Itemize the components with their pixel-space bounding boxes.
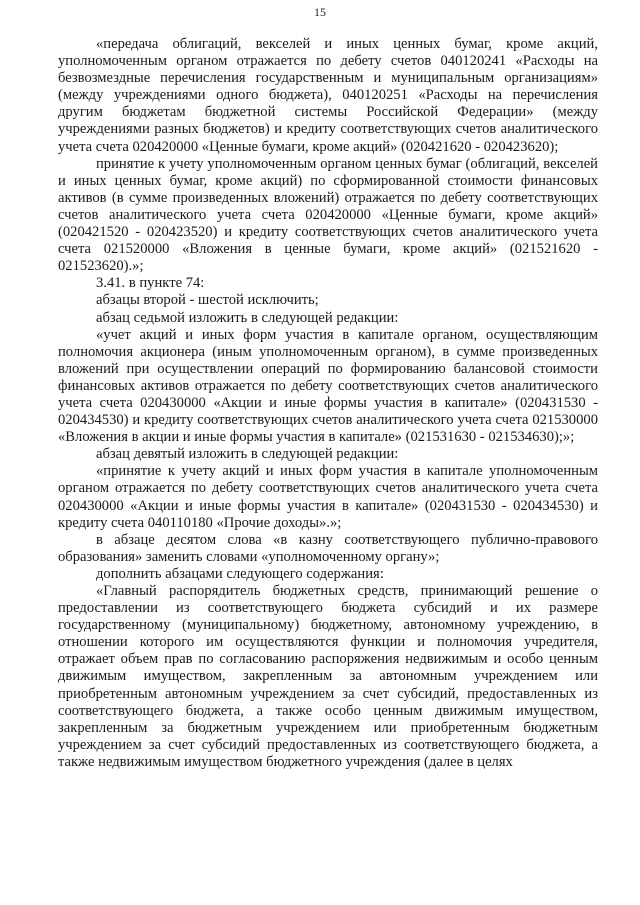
paragraph-item-3-41: 3.41. в пункте 74: <box>96 275 205 292</box>
paragraph-shares-acceptance: «принятие к учету акций и иных форм участия в капитале уполномоченным органом отражается по дебету соответствующих счетов аналитического учета счета 020430000 «Акции и иные формы участия в капитале» (020431530 - 020434530) и кредиту счета 040110180 «Прочие доходы».»; <box>58 463 598 531</box>
paragraph-chief-administrator: «Главный распорядитель бюджетных средств, принимающий решение о предоставлении из соответствующего бюджета субсидий и их размере государственному (муниципальному) бюджетному, автономному учреждению, в отношении которого им осуществляются функции и полномочия учредителя, отражает объем прав по согласованию распоряжения недвижимым и особо ценным движимым имуществом, закрепленным за автономным учреждением или приобретенным автономным учреждением за счет субсидий, предоставленных из соответствующего бюджета, а также особо ценным движимым имуществом, закрепленным за бюджетным учреждением или приобретенным бюджетным учреждением за счет субсидий предоставленных из соответствующего бюджета, а также недвижимым имуществом бюджетного учреждения (далее в целях <box>58 583 598 770</box>
paragraph-add-intro: дополнить абзацами следующего содержания: <box>96 565 384 582</box>
document-body <box>58 36 598 771</box>
page-number: 15 <box>314 5 326 19</box>
paragraph-seventh-intro: абзац седьмой изложить в следующей редакции: <box>96 309 399 326</box>
paragraph-bond-transfer: «передача облигаций, векселей и иных ценных бумаг, кроме акций, уполномоченным органом отражается по дебету счетов 040120241 «Расходы на безвозмездные перечисления государственным и муниципальным организациям» (между учреждениями одного бюджета), 040120251 «Расходы на перечисления другим бюджетам бюджетной системы Российской Федерации» (между учреждениями разных бюджетов) и кредиту соответствующих счетов аналитического учета счета 020420000 «Ценные бумаги, кроме акций» (020421620 - 020423620); <box>58 36 598 155</box>
paragraph-delete-2-6: абзацы второй - шестой исключить; <box>96 292 319 309</box>
paragraph-ninth-intro: абзац девятый изложить в следующей редакции: <box>96 446 399 463</box>
paragraph-securities-acceptance: принятие к учету уполномоченным органом ценных бумаг (облигаций, векселей и иных ценных бумаг, кроме акций) по сформированной стоимости финансовых активов (в сумме произведенных вложений) отражается по дебету соответствующих счетов аналитического учета счета 020420000 «Ценные бумаги, кроме акций» (020421520 - 020423520) и кредиту соответствующих счетов аналитического учета счета 021520000 «Вложения в ценные бумаги, кроме акций» (021521620 - 021523620).»; <box>58 155 598 275</box>
paragraph-tenth-replacement: в абзаце десятом слова «в казну соответствующего публично-правового образования» заменить словами «уполномоченному органу»; <box>58 531 598 565</box>
paragraph-shares-accounting: «учет акций и иных форм участия в капитале органом, осуществляющим полномочия акционера (иным уполномоченным органом), в сумме произведенных вложений при осуществлении операций по формированию балансовой стоимости финансовых активов отражается по дебету соответствующих счетов аналитического учета счета 020430000 «Акции и иные формы участия в капитале» (020431530 - 020434530) и кредиту соответствующих счетов аналитического учета счета 021530000 «Вложения в акции и иные формы участия в капитале» (021531630 - 021534630);»; <box>58 326 598 446</box>
